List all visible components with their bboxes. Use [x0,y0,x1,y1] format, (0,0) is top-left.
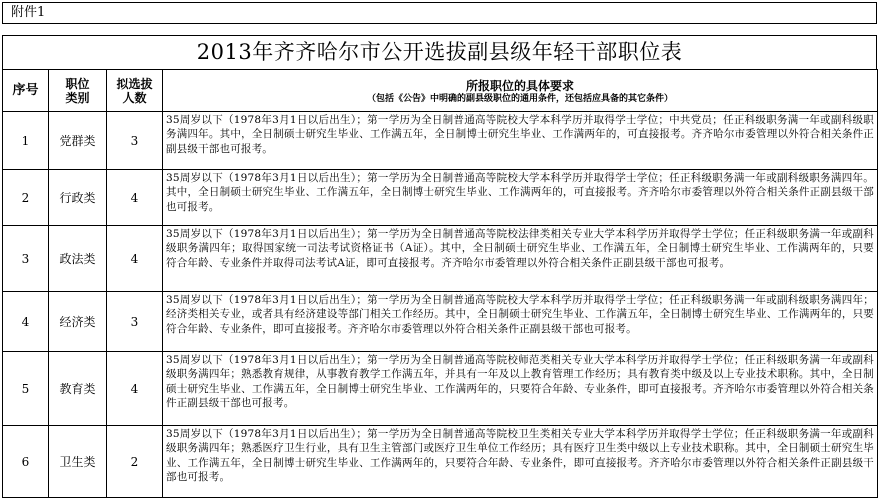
header-requirements-sub: （包括《公告》中明确的副县级职位的通用条件，还包括应具备的其它条件） [366,93,673,104]
cell-seq: 6 [3,426,49,498]
header-category: 职位类别 [49,70,107,112]
header-seq: 序号 [3,70,49,112]
table-title [2,35,877,69]
cell-requirements: 35周岁以下（1978年3月1日以后出生）；第一学历为全日制普通高等院校大学本科学历并取得学士学位；任正科级职务满一年或副科级职务满四年；经济类相关专业，或者具有经济建设等部门相关工作经历。其中，全日制硕士研究生毕业、工作满五年，全日制博士研究生毕业、工作满两年的，只要符合年龄、专业条件，即可直接报考。齐齐哈尔市委管理以外符合相关条件正副县级干部也可报考。 [163,292,878,352]
cell-category: 政法类 [49,226,107,292]
cell-seq: 5 [3,352,49,426]
header-count: 拟选拔人数 [107,70,163,112]
cell-requirements: 35周岁以下（1978年3月1日以后出生）；第一学历为全日制普通高等院校师范类相关专业大学本科学历并取得学士学位；任正科级职务满一年或副科级职务满四年；熟悉教育规律，从事教育教学工作满五年，并具有一年及以上教育管理工作经历；具有教育类中级及以上专业技术职称。其中，全日制硕士研究生毕业、工作满五年，全日制博士研究生毕业、工作满两年的，只要符合年龄、专业条件，即可直接报考。齐齐哈尔市委管理以外符合相关条件正副县级干部也可报考。 [163,352,878,426]
table-row [3,226,878,292]
table-row [3,426,878,498]
cell-category: 党群类 [49,112,107,170]
title-text: 年齐齐哈尔市公开选拔副县级年轻干部职位表 [252,40,683,64]
cell-requirements: 35周岁以下（1978年3月1日以后出生）；第一学历为全日制普通高等院校大学本科学历并取得学士学位；中共党员；任正科级职务满一年或副科级职务满四年。其中，全日制硕士研究生毕业、工作满五年，全日制博士研究生毕业、工作满两年的，可直接报考。齐齐哈尔市委管理以外符合相关条件正副县级干部也可报考。 [163,112,878,170]
header-requirements [163,70,878,112]
cell-category: 教育类 [49,352,107,426]
cell-seq: 2 [3,170,49,226]
cell-count: 3 [107,112,163,170]
cell-requirements: 35周岁以下（1978年3月1日以后出生）；第一学历为全日制普通高等院校卫生类相关专业大学本科学历并取得学士学位；任正科级职务满一年或副科级职务满四年；熟悉医疗卫生行业，具有卫生主管部门或医疗卫生单位工作经历；具有医疗卫生类中级以上专业技术职称。其中，全日制硕士研究生毕业、工作满五年，全日制博士研究生毕业、工作满两年的，只要符合年龄、专业条件，即可直接报考。齐齐哈尔市委管理以外符合相关条件正副县级干部也可报考。 [163,426,878,498]
cell-requirements: 35周岁以下（1978年3月1日以后出生）；第一学历为全日制普通高等院校法律类相关专业大学本科学历并取得学士学位；任正科级职务满一年或副科级职务满四年；取得国家统一司法考试资格证书（A证）。其中，全日制硕士研究生毕业、工作满五年，全日制博士研究生毕业、工作满两年的，只要符合年龄、专业条件并取得司法考试A证，即可直接报考。齐齐哈尔市委管理以外符合相关条件正副县级干部也可报考。 [163,226,878,292]
cell-category: 经济类 [49,292,107,352]
cell-count: 4 [107,226,163,292]
cell-seq: 1 [3,112,49,170]
cell-seq: 3 [3,226,49,292]
table-row [3,292,878,352]
position-table [2,69,878,498]
cell-category: 行政类 [49,170,107,226]
cell-count: 4 [107,170,163,226]
header-row [3,70,878,112]
cell-category: 卫生类 [49,426,107,498]
cell-count: 3 [107,292,163,352]
table-row [3,170,878,226]
cell-seq: 4 [3,292,49,352]
table-row [3,352,878,426]
cell-count: 2 [107,426,163,498]
cell-requirements: 35周岁以下（1978年3月1日以后出生）；第一学历为全日制普通高等院校大学本科学历并取得学士学位；任正科级职务满一年或副科级职务满四年。其中，全日制硕士研究生毕业、工作满五年，全日制博士研究生毕业、工作满两年的，可直接报考。齐齐哈尔市委管理以外符合相关条件正副县级干部也可报考。 [163,170,878,226]
table-row [3,112,878,170]
attachment-label: 附件1 [2,2,877,24]
header-requirements-main: 所报职位的具体要求 [465,78,574,93]
title-year: 2013 [196,40,253,64]
cell-count: 4 [107,352,163,426]
